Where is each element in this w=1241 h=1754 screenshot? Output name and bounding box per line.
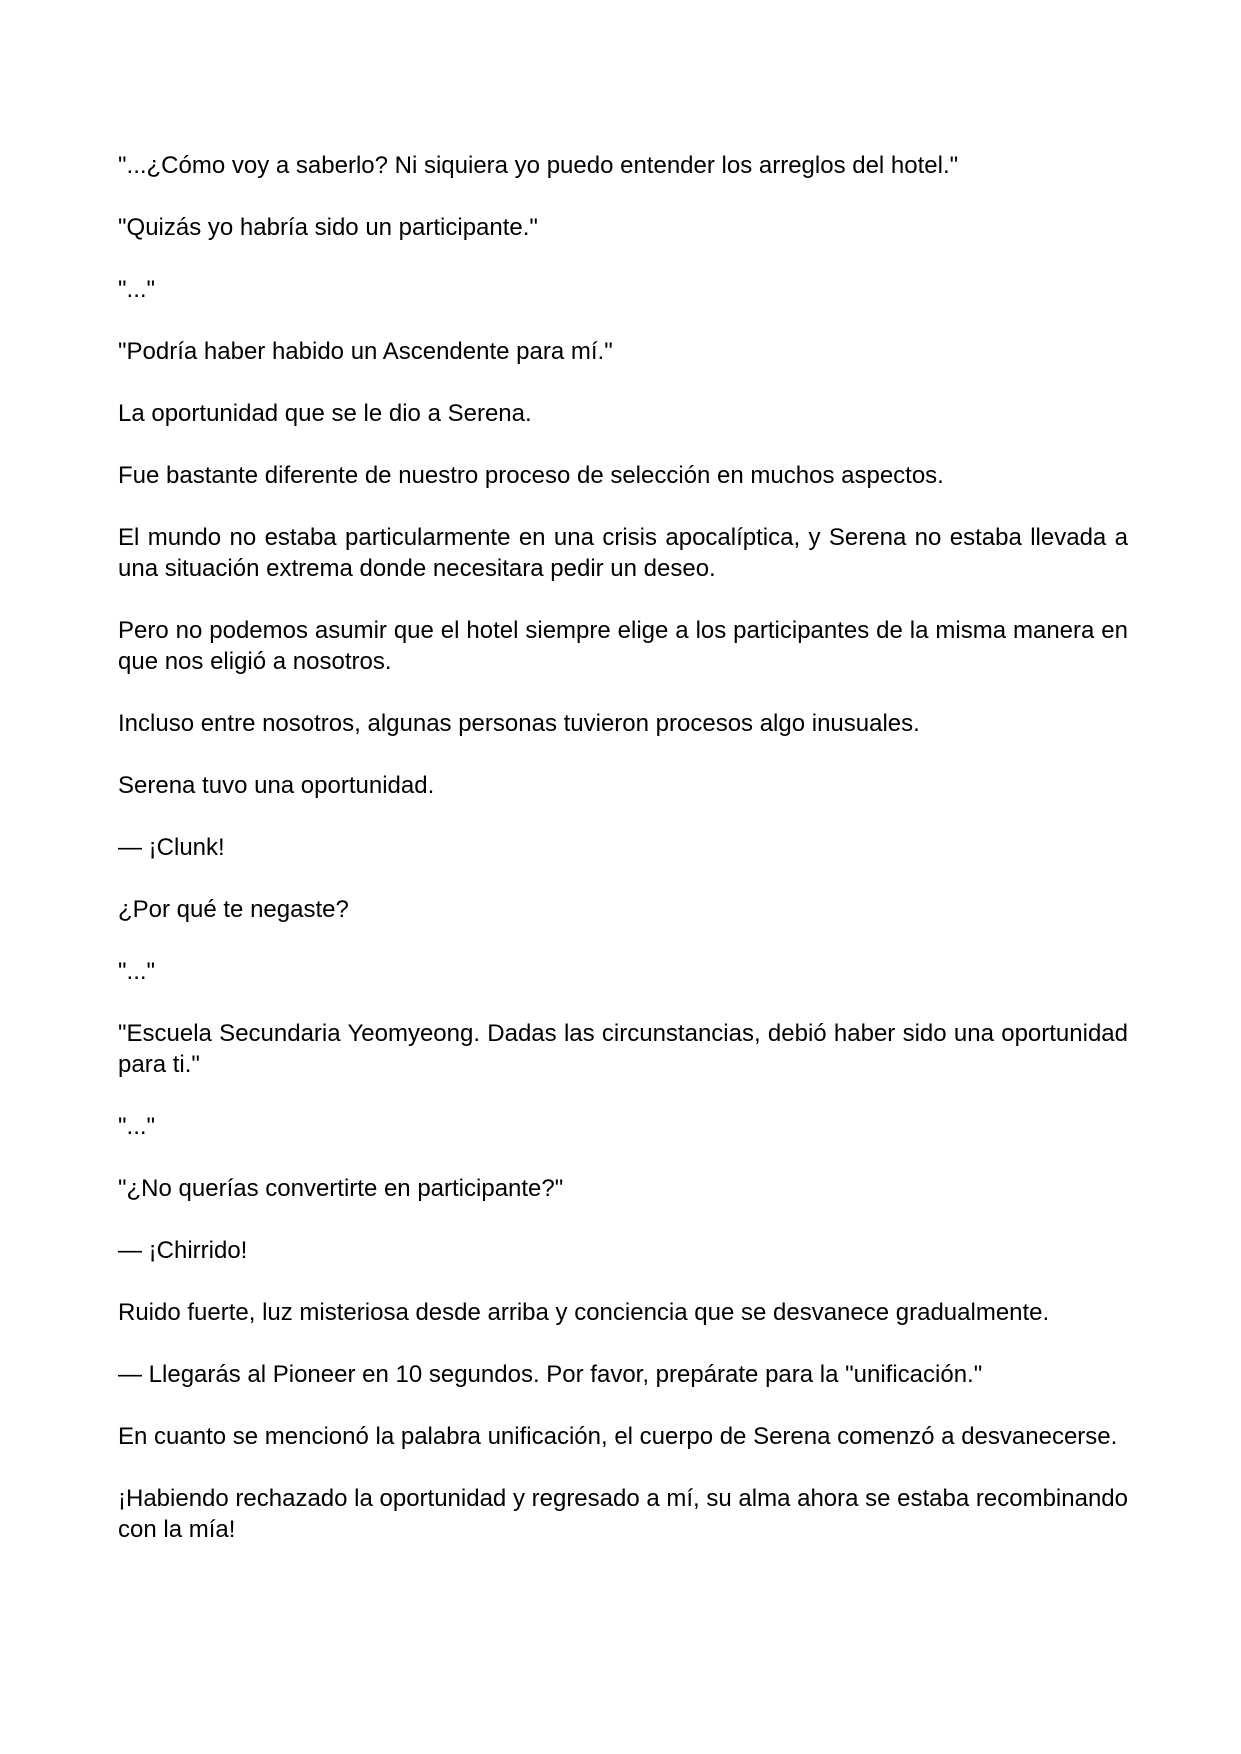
paragraph: "Podría haber habido un Ascendente para mí.": [118, 338, 613, 365]
paragraph: — ¡Chirrido!: [118, 1237, 248, 1264]
paragraph: ¡Habiendo rechazado la oportunidad y regresado a mí, su alma ahora se estaba recombinando con la mía!: [118, 1485, 1128, 1543]
document-body: [118, 150, 1128, 1576]
paragraph: Ruido fuerte, luz misteriosa desde arriba y conciencia que se desvanece gradualmente.: [118, 1299, 1050, 1326]
paragraph: "...": [118, 1113, 156, 1140]
paragraph: "...": [118, 958, 156, 985]
paragraph: Pero no podemos asumir que el hotel siempre elige a los participantes de la misma manera en que nos eligió a nosotros.: [118, 617, 1128, 675]
paragraph: — ¡Clunk!: [118, 834, 225, 861]
paragraph: "...": [118, 276, 156, 303]
paragraph: "...¿Cómo voy a saberlo? Ni siquiera yo puedo entender los arreglos del hotel.": [118, 152, 959, 179]
paragraph: "Quizás yo habría sido un participante.": [118, 214, 538, 241]
paragraph: El mundo no estaba particularmente en una crisis apocalíptica, y Serena no estaba llevada a una situación extrema donde necesitara pedir un deseo.: [118, 524, 1128, 582]
paragraph: Fue bastante diferente de nuestro proceso de selección en muchos aspectos.: [118, 462, 944, 489]
paragraph: Incluso entre nosotros, algunas personas tuvieron procesos algo inusuales.: [118, 710, 920, 737]
paragraph: "¿No querías convertirte en participante?": [118, 1175, 564, 1202]
paragraph: "Escuela Secundaria Yeomyeong. Dadas las circunstancias, debió haber sido una oportunidad para ti.": [118, 1020, 1128, 1078]
paragraph: — Llegarás al Pioneer en 10 segundos. Por favor, prepárate para la "unificación.": [118, 1361, 983, 1388]
paragraph: En cuanto se mencionó la palabra unificación, el cuerpo de Serena comenzó a desvanecerse.: [118, 1423, 1118, 1450]
paragraph: Serena tuvo una oportunidad.: [118, 772, 435, 799]
paragraph: ¿Por qué te negaste?: [118, 896, 349, 923]
paragraph: La oportunidad que se le dio a Serena.: [118, 400, 532, 427]
